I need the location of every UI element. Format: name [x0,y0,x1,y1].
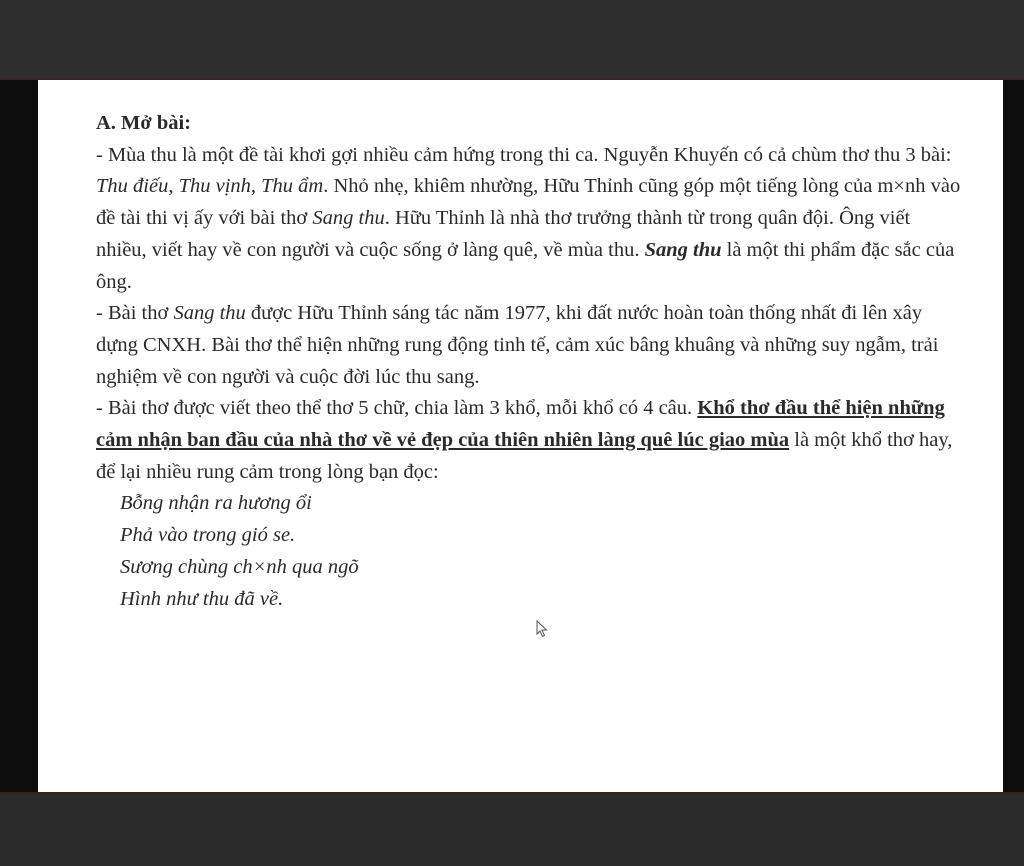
poem-title-thu-vinh: Thu vịnh [178,175,251,198]
poem-title-sang-thu: Sang thu [312,207,385,230]
poem-title-sang-thu-bold: Sang thu [644,238,722,261]
mouse-pointer-icon [536,620,548,638]
paragraph-intro: - Mùa thu là một đề tài khơi gợi nhiều cảm hứng trong thi ca. Nguyễn Khuyến có cả chùm thơ thu 3 bài: Thu điếu, Thu vịnh, Thu ẩm. Nhỏ nhẹ, khiêm nhường, Hữu Thỉnh cũng góp một tiếng lòng của m×nh vào đề tài thi vị ấy với bài thơ Sang thu. Hữu Thỉnh là nhà thơ trưởng thành từ trong quân đội. Ông viết nhiều, viết hay về con người và cuộc sống ở làng quê, về mùa thu. Sang thu là một thi phẩm đặc sắc của ông. [96,143,961,293]
document-content [96,108,964,615]
paragraph-context: - Bài thơ Sang thu được Hữu Thỉnh sáng tác năm 1977, khi đất nước hoàn toàn thống nhất đi lên xây dựng CNXH. Bài thơ thể hiện những rung động tinh tế, cảm xúc bâng khuâng và những suy ngẫm, trải nghiệm về con người và cuộc đời lúc thu sang. [96,302,939,388]
poem-line: Bỗng nhận ra hương ổi [120,492,312,515]
right-border [1003,80,1024,792]
document-page [38,80,1003,792]
poem-line: Sương chùng ch×nh qua ngõ [120,555,359,578]
poem-title-sang-thu-2: Sang thu [173,302,246,325]
poem-line: Phả vào trong gió se. [120,524,296,547]
bottom-frame-bar [0,792,1024,866]
poem-line: Hình như thu đã về. [120,587,284,610]
top-frame-bar [0,0,1024,80]
section-heading: A. Mở bài: [96,112,192,134]
underlined-thesis: Khổ thơ đầu thể hiện những cảm nhận ban đầu của nhà thơ về vẻ đẹp của thiên nhiên làng quê lúc giao mùa [96,397,945,452]
poem-title-thu-dieu: Thu điếu [96,175,169,198]
poem-excerpt [96,488,964,615]
poem-title-thu-am: Thu ẩm [261,175,324,198]
paragraph-structure: - Bài thơ được viết theo thể thơ 5 chữ, chia làm 3 khổ, mỗi khổ có 4 câu. Khổ thơ đầu thể hiện những cảm nhận ban đầu của nhà thơ về vẻ đẹp của thiên nhiên làng quê lúc giao mùa là một khổ thơ hay, để lại nhiều rung cảm trong lòng bạn đọc: [96,397,953,483]
left-border [0,80,38,792]
